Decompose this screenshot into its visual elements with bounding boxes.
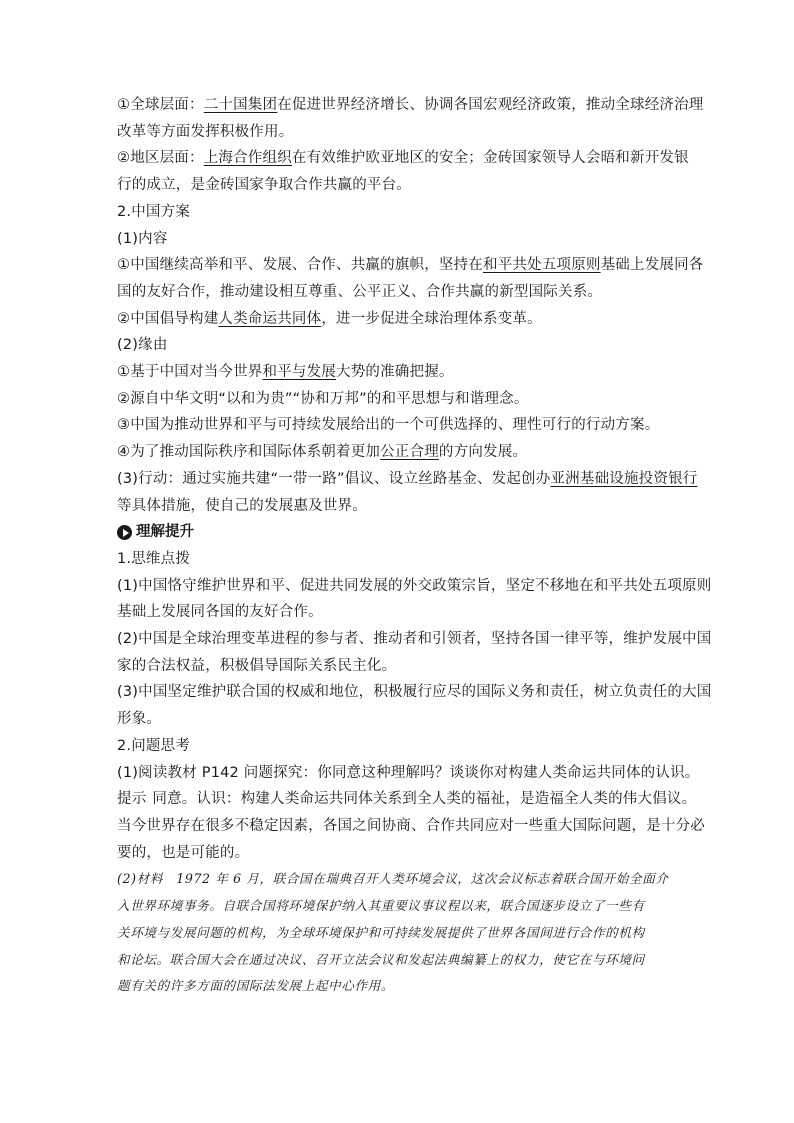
text: (2)缘由 <box>117 337 168 354</box>
underlined-term: 和平与发展 <box>262 364 336 381</box>
tip-line <box>117 786 697 813</box>
underlined-term: 和平共处五项原则 <box>483 257 601 274</box>
text: ③中国为推动世界和平与可持续发展给出的一个可供选择的、理性可行的行动方案。 <box>117 417 660 434</box>
line <box>117 145 689 172</box>
line: (1)阅读教材 P142 问题探究：你同意这种理解吗？谈谈你对构建人类命运共同体的认识。 <box>117 764 700 781</box>
material-line: 和论坛。联合国大会在通过决议、召开立法会议和发起法典编纂上的权力，使它在与环境问 <box>117 951 645 967</box>
text: 在有效维护欧亚地区的安全；金砖国家领导人会晤和新开发银 <box>291 150 689 167</box>
document-page <box>117 92 712 1000</box>
subheading-reason <box>117 332 683 359</box>
line: (3)中国坚定维护联合国的权威和地位，积极履行应尽的国际义务和责任，树立负责任的大国 <box>117 684 712 701</box>
line: 基础上发展同各国的友好合作。 <box>117 604 323 621</box>
material-line: 关环境与发展问题的机构，为全球环境保护和可持续发展提供了世界各国间进行合作的机构 <box>117 924 645 940</box>
line <box>117 359 683 386</box>
line: (1)中国恪守维护世界和平、促进共同发展的外交政策宗旨，坚定不移地在和平共处五项原则 <box>117 577 712 594</box>
line: 当今世界存在很多不稳定因素，各国之间协商、合作共同应对一些重大国际问题，是十分必 <box>117 817 705 834</box>
line <box>117 279 683 306</box>
underlined-term: 上海合作组织 <box>203 150 292 167</box>
line <box>117 412 683 439</box>
text: 的方向发展。 <box>438 444 528 461</box>
underlined-term: 公正合理 <box>380 444 439 461</box>
line <box>117 306 683 333</box>
text: ，进一步促进全球治理体系变革。 <box>321 310 542 327</box>
text: ④为了推动国际秩序和国际体系朝着更加 <box>117 444 381 461</box>
play-circle-icon <box>117 525 132 540</box>
material-line: (2)材料 1972 年 6 月，联合国在瑞典召开人类环境会议，这次会议标志着联合国开始全面介 <box>117 871 669 887</box>
line <box>117 493 683 520</box>
line <box>117 386 683 413</box>
text: (3)行动：通过实施共建“一带一路”倡议、设立丝路基金、发起创办 <box>117 470 551 487</box>
text: ②源自中华文明“以和为贵”“协和万邦”的和平思想与和谐理念。 <box>117 390 529 407</box>
text: 基础上发展同各 <box>600 257 704 274</box>
text: 同意。认识：构建人类命运共同体关系到全人类的福祉，是造福全人类的伟大倡议。 <box>152 791 697 808</box>
text: 在促进世界经济增长、协调各国宏观经济政策，推动全球经济治理 <box>277 97 704 113</box>
subheading-content <box>117 226 683 253</box>
line: (2)中国是全球治理变革进程的参与者、推动者和引领者，坚持各国一律平等，维护发展中国 <box>117 631 712 648</box>
text: ①基于中国对当今世界 <box>117 364 263 381</box>
text: 国的友好合作，推动建设相互尊重、公平正义、合作共赢的新型国际关系。 <box>117 283 603 300</box>
line <box>117 172 683 199</box>
underlined-term: 亚洲基础设施投资银行 <box>550 470 698 487</box>
underlined-term: 二十国集团 <box>203 97 278 113</box>
section-title: 理解提升 <box>136 524 194 541</box>
underlined-term: 人类命运共同体 <box>218 310 322 327</box>
text: ①中国继续高举和平、发展、合作、共赢的旗帜，坚持在 <box>117 257 483 274</box>
line: 要的，也是可能的。 <box>117 844 250 861</box>
text: 改革等方面发挥积极作用。 <box>117 123 294 140</box>
heading-china-plan <box>117 199 683 226</box>
text: (1)内容 <box>117 230 168 247</box>
heading-thinking: 1.思维点拨 <box>117 550 191 567</box>
line: 家的合法权益，积极倡导国际关系民主化。 <box>117 657 397 674</box>
line <box>117 92 704 119</box>
line <box>117 466 698 493</box>
text: 行的成立，是金砖国家争取合作共赢的平台。 <box>117 177 411 194</box>
material-line: 入世界环境事务。自联合国将环境保护纳入其重要议事议程以来，联合国逐步设立了一些有 <box>117 898 645 914</box>
material-line: 题有关的许多方面的国际法发展上起中心作用。 <box>117 978 395 994</box>
text: 大势的准确把握。 <box>336 364 454 381</box>
text: ②地区层面： <box>117 150 204 167</box>
line <box>117 439 683 466</box>
heading-questions: 2.问题思考 <box>117 737 191 754</box>
text: ②中国倡导构建 <box>117 310 219 327</box>
line: 形象。 <box>117 711 162 728</box>
text: 2.中国方案 <box>117 203 191 220</box>
section-heading <box>117 519 683 546</box>
text: ①全球层面： <box>117 97 204 113</box>
line <box>117 252 704 279</box>
text: 等具体措施，使自己的发展惠及世界。 <box>117 497 367 514</box>
tip-label: 提示 <box>117 791 147 808</box>
line <box>117 119 683 146</box>
